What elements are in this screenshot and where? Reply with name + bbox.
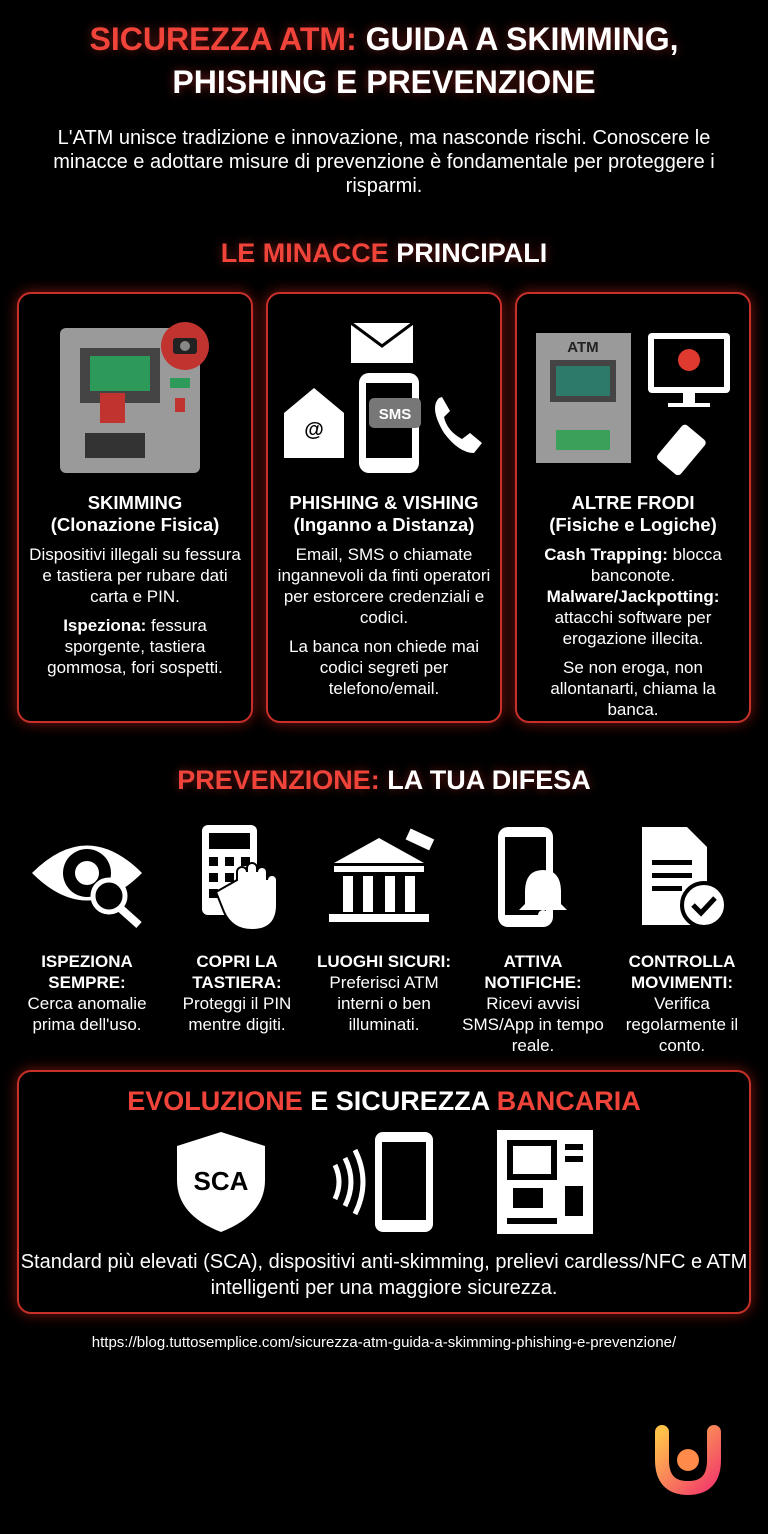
evolution-heading: EVOLUZIONE E SICUREZZA BANCARIA [127,1086,641,1116]
atm-skimmer-icon [27,294,243,484]
threat-card-phishing: @ SMS PHISHING & VISHING (Inganno a Distanza) Email, SMS o chiamate ingannevoli da finti operatori per estorcere credenziali e codici. La banca non chiede mai codici segreti per telefono/email. [266,292,502,723]
keypad-hand-icon [162,820,312,935]
smart-atm-icon [497,1130,593,1234]
prevention-item-check-movements: CONTROLLA MOVIMENTI: Verifica regolarmente il conto. [607,820,757,1056]
threat-card-other-frauds: ATM ALTRE FRODI (Fisiche e Logiche) Cash Trapping: blocca banconote. Malware/Jackpotting: attacchi software per erogazione illecita. Se non eroga, non allontanarti, chiama la banca. [515,292,751,723]
bank-camera-icon [309,820,459,935]
svg-text:ATM: ATM [567,339,599,356]
phone-bell-icon [458,820,608,935]
prevention-heading: PREVENZIONE: LA TUA DIFESA [177,765,591,795]
atm-malware-icons [525,294,741,484]
prevention-item-notifications: ATTIVA NOTIFICHE: Ricevi avvisi SMS/App in tempo reale. [458,820,608,1056]
intro-text: L'ATM unisce tradizione e innovazione, ma nasconde rischi. Conoscere le minacce e adottare misure di prevenzione è fondamentale per proteggere i risparmi. [53,127,715,197]
svg-text:@: @ [304,419,324,441]
prevention-item-safe-places: LUOGHI SICURI: Preferisci ATM interni o ben illuminati. [309,820,459,1035]
svg-text:SMS: SMS [378,406,412,423]
threats-heading: LE MINACCE PRINCIPALI [220,238,548,268]
document-check-icon [607,820,757,935]
brand-logo [650,1420,726,1496]
nfc-phone-icon [327,1130,437,1234]
source-url[interactable]: https://blog.tuttosemplice.com/sicurezza-atm-guida-a-skimming-phishing-e-prevenzione/ [91,1334,677,1351]
svg-text:SCA: SCA [193,1166,249,1196]
eye-magnifier-icon [12,820,162,935]
prevention-item-cover-keypad: COPRI LA TASTIERA: Proteggi il PIN mentre digiti. [162,820,312,1035]
prevention-item-inspect: ISPEZIONA SEMPRE: Cerca anomalie prima dell'uso. [12,820,162,1035]
page-title: SICUREZZA ATM: GUIDA A SKIMMING, PHISHING E PREVENZIONE [89,21,679,100]
threat-card-skimming: SKIMMING (Clonazione Fisica) Dispositivi illegali su fessura e tastiera per rubare dati carta e PIN. Ispeziona: fessura sporgente, tastiera gommosa, fori sospetti. [17,292,253,723]
evolution-section: EVOLUZIONE E SICUREZZA BANCARIA SCA Standard più elevati (SCA), dispositivi anti-skimming, prelievi cardless/NFC e ATM intelligenti per una maggiore sicurezza. [17,1070,751,1314]
sca-shield-icon [175,1130,267,1234]
phishing-icons [276,294,492,484]
